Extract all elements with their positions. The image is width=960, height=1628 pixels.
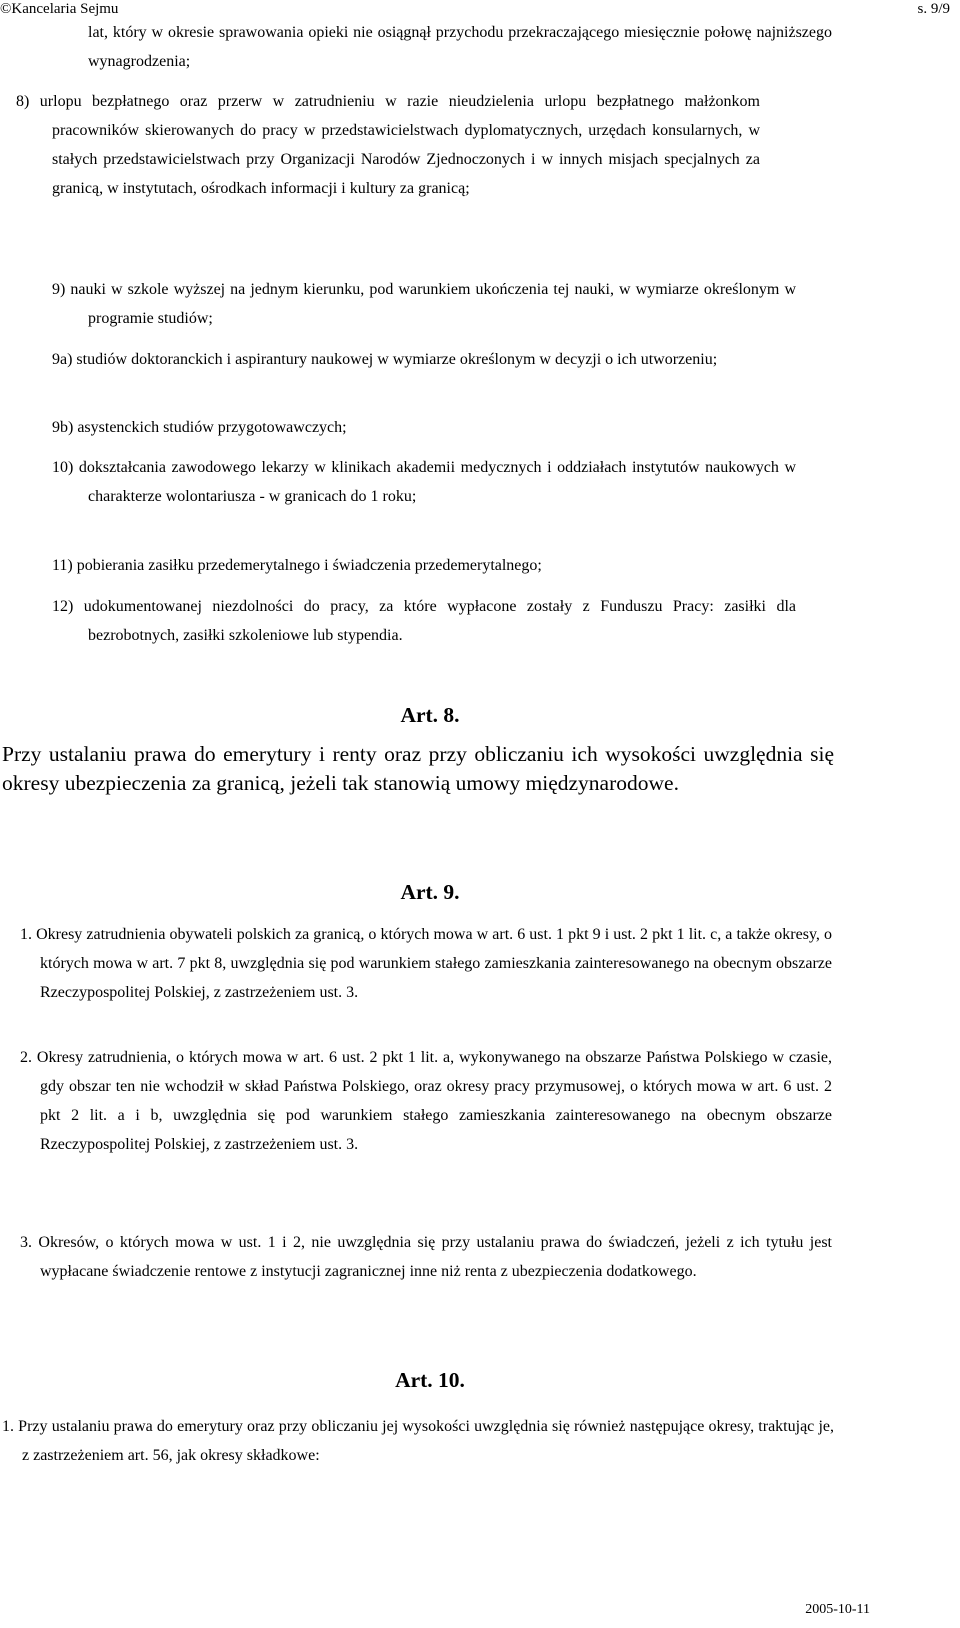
art-10-heading: Art. 10. [395, 1368, 465, 1392]
art-8-heading: Art. 8. [400, 703, 460, 727]
art-8-text: Przy ustalaniu prawa do emerytury i renty oraz przy obliczaniu ich wysokości uwzględnia się okresy ubezpieczenia za granicą, jeżeli tak stanowią umowy międzynarodowe. [2, 742, 834, 795]
list-item-10: 10) dokształcania zawodowego lekarzy w klinikach akademii medycznych i oddziałach instytutów naukowych w charakterze wolontariusza - w granicach do 1 roku; [52, 459, 796, 505]
art-9-heading: Art. 9. [400, 880, 460, 904]
footer-date: 2005-10-11 [805, 1602, 870, 1617]
art-9-paragraph-1: 1. Okresy zatrudnienia obywateli polskich za granicą, o których mowa w art. 6 ust. 1 pkt 9 i ust. 2 pkt 1 lit. c, a także okresy, o których mowa w art. 7 pkt 8, uwzględnia się pod warunkiem stałego zamieszkania zainteresowanego na obecnym obszarze Rzeczypospolitej Polskiej, z zastrzeżeniem ust. 3. [20, 926, 832, 1001]
list-item-11: 11) pobierania zasiłku przedemerytalnego i świadczenia przedemerytalnego; [52, 557, 542, 574]
list-item-9a: 9a) studiów doktoranckich i aspirantury naukowej w wymiarze określonym w decyzji o ich utworzeniu; [52, 351, 718, 368]
header-copyright: ©Kancelaria Sejmu [0, 1, 119, 17]
art-9-paragraph-2: 2. Okresy zatrudnienia, o których mowa w art. 6 ust. 2 pkt 1 lit. a, wykonywanego na obszarze Państwa Polskiego w czasie, gdy obszar ten nie wchodził w skład Państwa Polskiego, oraz okresy pracy przymusowej, o których mowa w art. 6 ust. 2 pkt 2 lit. a i b, uwzględnia się pod warunkiem stałego zamieszkania zainteresowanego na obecnym obszarze Rzeczypospolitej Polskiej, z zastrzeżeniem ust. 3. [20, 1049, 832, 1153]
list-item-8: 8) urlopu bezpłatnego oraz przerw w zatrudnieniu w razie nieudzielenia urlopu bezpłatnego małżonkom pracowników skierowanych do pracy w przedstawicielstwach dyplomatycznych, urzędach konsularnych, w stałych przedstawicielstwach przy Organizacji Narodów Zjednoczonych i w innych misjach specjalnych za granicą, w instytutach, ośrodkach informacji i kultury za granicą; [16, 93, 760, 197]
list-item-12: 12) udokumentowanej niezdolności do pracy, za które wypłacone zostały z Funduszu Pracy: zasiłki dla bezrobotnych, zasiłki szkoleniowe lub stypendia. [52, 598, 796, 644]
list-item-continuation: lat, który w okresie sprawowania opieki nie osiągnął przychodu przekraczającego miesięcznie połowę najniższego wynagrodzenia; [88, 24, 832, 70]
art-9-paragraph-3: 3. Okresów, o których mowa w ust. 1 i 2, nie uwzględnia się przy ustalaniu prawa do świadczeń, jeżeli z ich tytułu jest wypłacane świadczenie rentowe z instytucji zagranicznej inne niż renta z ubezpieczenia dodatkowego. [20, 1234, 832, 1280]
list-item-9b: 9b) asystenckich studiów przygotowawczych; [52, 419, 347, 436]
header-page-number: s. 9/9 [917, 1, 950, 17]
art-10-paragraph-1: 1. Przy ustalaniu prawa do emerytury oraz przy obliczaniu jej wysokości uwzględnia się również następujące okresy, traktując je, z zastrzeżeniem art. 56, jak okresy składkowe: [2, 1418, 834, 1464]
list-item-9: 9) nauki w szkole wyższej na jednym kierunku, pod warunkiem ukończenia tej nauki, w wymiarze określonym w programie studiów; [52, 281, 796, 327]
